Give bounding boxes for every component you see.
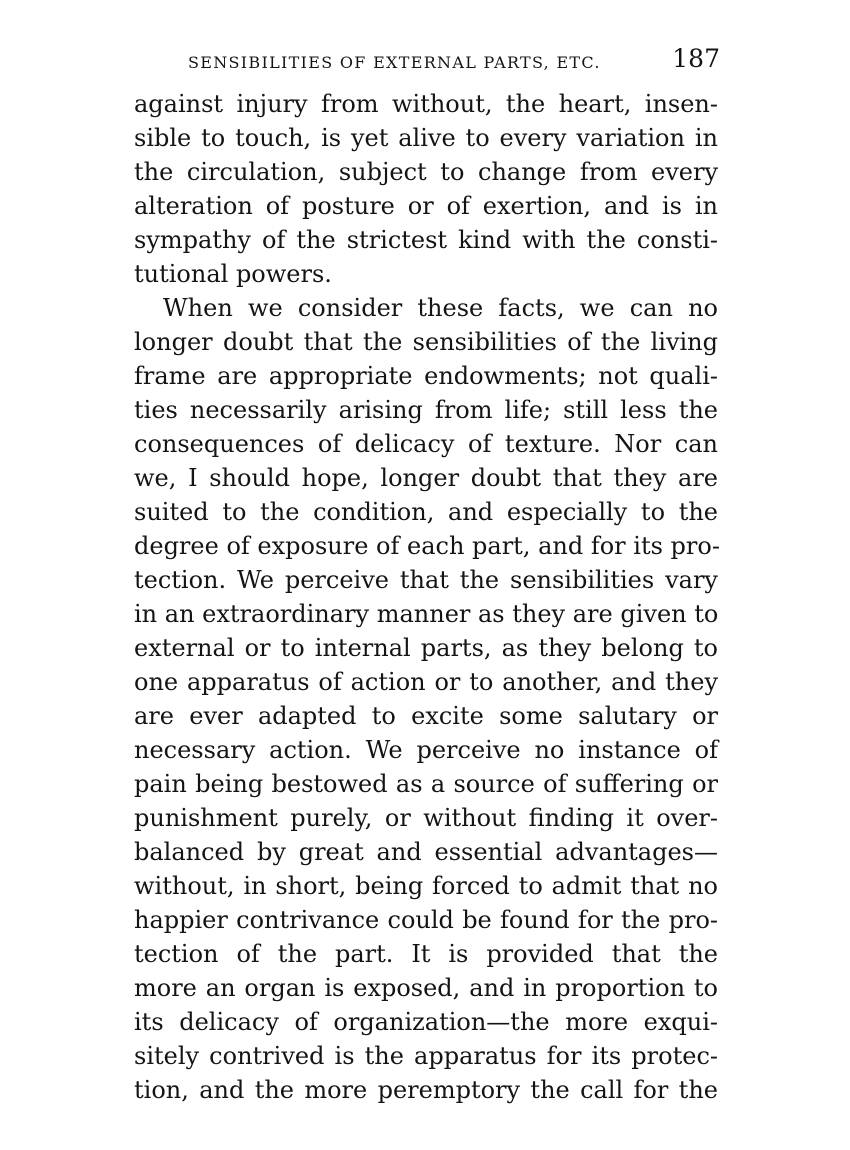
text-line: longer doubt that the sensibilities of the living [134,328,718,356]
page-number: 187 [672,44,720,73]
text-line: external or to internal parts, as they belong to [134,634,718,662]
text-line: without, in short, being forced to admit that no [134,872,718,900]
text-line: balanced by great and essential advantages— [134,838,718,866]
text-line: frame are appropriate endowments; not quali- [134,362,718,390]
text-line: in an extraordinary manner as they are given to [134,600,719,628]
text-line: sympathy of the strictest kind with the consti- [134,226,718,254]
text-line: necessary action. We perceive no instance of [134,736,718,764]
text-line: tion, and the more peremptory the call for the [134,1076,718,1104]
text-line: suited to the condition, and especially to the [134,498,718,526]
body-text [134,87,718,1107]
text-line: its delicacy of organization—the more exqui- [134,1008,718,1036]
text-line: one apparatus of action or to another, and they [134,668,718,696]
text-line: punishment purely, or without finding it over- [134,804,718,832]
text-line: tutional powers. [134,260,332,288]
text-line: are ever adapted to excite some salutary or [134,702,718,730]
text-line: tection. We perceive that the sensibilities vary [134,566,718,594]
text-line: we, I should hope, longer doubt that they are [134,464,718,492]
text-line: consequences of delicacy of texture. Nor can [134,430,718,458]
text-line: sible to touch, is yet alive to every variation in [134,124,718,152]
text-line: pain being bestowed as a source of suffering or [134,770,718,798]
text-line: against injury from without, the heart, insen- [134,90,718,118]
text-line: degree of exposure of each part, and for its pro- [134,532,720,560]
text-line: happier contrivance could be found for the pro- [134,906,718,934]
text-line: ties necessarily arising from life; still less the [134,396,718,424]
paragraph-start-line: When we consider these facts, we can no [163,294,718,322]
text-line: tection of the part. It is provided that the [134,940,718,968]
running-title: SENSIBILITIES OF EXTERNAL PARTS, ETC. [188,53,601,72]
text-line: the circulation, subject to change from every [134,158,718,186]
text-line: alteration of posture or of exertion, and is in [134,192,718,220]
text-line: sitely contrived is the apparatus for its protec- [134,1042,718,1070]
text-line: more an organ is exposed, and in proportion to [134,974,718,1002]
running-head [188,44,720,78]
